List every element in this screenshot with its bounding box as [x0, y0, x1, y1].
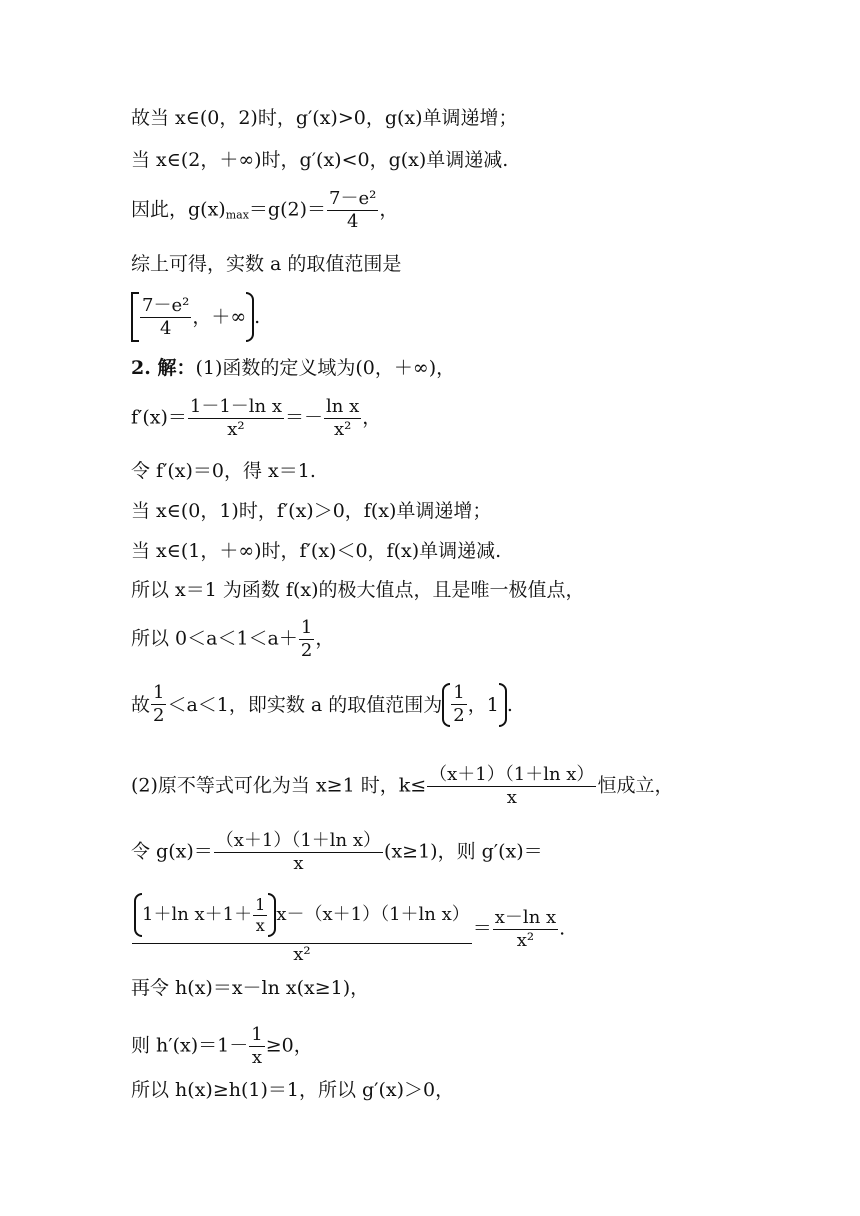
numerator: 1 [300, 617, 313, 638]
fraction [451, 682, 466, 727]
text-line-6 [131, 356, 455, 380]
numerator: 7－e² [142, 294, 190, 316]
text-line-17: 再令 h(x)＝x－ln x(x≥1)， [131, 977, 370, 999]
denominator: x [293, 853, 304, 874]
numerator: 1 [251, 1024, 263, 1045]
text-line-10: 当 x∈(1，＋∞)时，f′(x)＜0，f(x)单调递减. [131, 540, 502, 562]
fraction [253, 895, 267, 936]
text-line-4: 综上可得，实数 a 的取值范围是 [131, 253, 402, 275]
left-bracket [131, 292, 139, 342]
text-seg: . [506, 693, 513, 716]
text-line-1: 故当 x∈(0，2)时，g′(x)>0，g(x)单调递增； [131, 107, 518, 129]
inline-expression [131, 682, 513, 727]
text-seg: ＜a＜1，即实数 a 的取值范围为 [167, 693, 443, 716]
fraction [214, 830, 383, 875]
text-seg: 故 [131, 693, 151, 716]
numerator-expression [134, 893, 470, 937]
fraction [327, 188, 378, 233]
denominator: 2 [153, 705, 165, 726]
text-seg: ＝－ [285, 406, 324, 429]
denominator: x² [227, 419, 245, 440]
fraction-large [132, 893, 472, 966]
denominator: x [255, 915, 265, 935]
text-line-3 [131, 188, 398, 233]
denominator: 2 [453, 705, 465, 726]
numerator [132, 893, 472, 944]
text-line-14 [131, 764, 673, 809]
text-seg: (1)函数的定义域为(0，＋∞)， [195, 357, 456, 379]
fraction [151, 682, 166, 727]
right-bracket [268, 893, 276, 937]
text-seg: . [254, 306, 261, 328]
text-seg: 因此，g(x) [131, 198, 226, 221]
solution-heading: 2. 解： [131, 357, 196, 379]
fraction [140, 295, 191, 340]
text-seg: 恒成立， [597, 774, 674, 797]
fraction [188, 396, 284, 441]
text-line-2: 当 x∈(2，＋∞)时，g′(x)<0，g(x)单调递减. [131, 149, 509, 171]
text-line-7 [131, 396, 381, 441]
text-seg: 令 g(x)＝ [131, 840, 213, 863]
text-seg: 1＋ln x＋1＋ [142, 904, 253, 925]
fraction [249, 1024, 264, 1069]
text-seg: . [559, 917, 566, 940]
numerator: 1－1－ln x [189, 396, 283, 417]
text-line-9: 当 x∈(0，1)时，f′(x)＞0，f(x)单调递增； [131, 500, 492, 522]
text-seg: ，＋∞ [192, 306, 247, 328]
text-seg: 则 h′(x)＝1－ [131, 1034, 249, 1057]
text-seg: 所以 0＜a＜1＜a＋ [131, 627, 298, 650]
numerator: （x＋1）（1＋ln x） [429, 764, 595, 785]
text-seg: ， [315, 627, 335, 650]
text-seg: f′(x)＝ [131, 406, 187, 429]
denominator: x² [293, 944, 311, 965]
denominator: 4 [346, 211, 359, 232]
numerator: （x＋1）（1＋ln x） [215, 830, 382, 851]
denominator: x² [333, 419, 352, 440]
text-seg: ＝ [472, 917, 492, 940]
text-seg: ，1 [467, 693, 499, 716]
right-bracket [499, 683, 507, 727]
numerator: 7－e² [329, 188, 377, 209]
numerator: 1 [255, 894, 266, 914]
text-seg: ， [362, 406, 382, 429]
denominator: x² [516, 930, 535, 951]
text-line-13 [131, 682, 513, 727]
text-line-19: 所以 h(x)≥h(1)＝1，所以 g′(x)＞0， [131, 1079, 455, 1101]
denominator: 4 [159, 317, 172, 339]
fraction [324, 396, 361, 441]
fraction [427, 764, 596, 809]
text-line-16 [131, 893, 565, 966]
text-line-12 [131, 617, 334, 662]
text-seg: ≥0， [265, 1034, 313, 1057]
text-seg: (2)原不等式可化为当 x≥1 时，k≤ [131, 774, 427, 797]
fraction [493, 907, 558, 952]
numerator: x－ln x [494, 907, 557, 928]
text-line-15 [131, 830, 543, 875]
text-line-5 [131, 292, 260, 348]
text-seg: ， [379, 198, 399, 221]
text-seg: ＝g(2)＝ [248, 198, 326, 221]
text-line-18 [131, 1024, 313, 1069]
text-line-8: 令 f′(x)＝0，得 x＝1. [131, 460, 316, 482]
numerator: 1 [153, 682, 165, 703]
subscript-max: max [225, 208, 249, 222]
denominator: x [506, 787, 517, 808]
text-seg: (x≥1)，则 g′(x)＝ [384, 840, 543, 863]
right-bracket [246, 292, 254, 342]
numerator: 1 [453, 682, 465, 703]
left-bracket [442, 683, 450, 727]
left-bracket [134, 893, 142, 937]
denominator: 2 [300, 640, 313, 661]
fraction [299, 617, 314, 662]
denominator: x [251, 1047, 263, 1068]
text-line-11: 所以 x＝1 为函数 f(x)的极大值点，且是唯一极值点， [131, 579, 585, 601]
numerator: ln x [326, 396, 360, 417]
text-seg: x－（x＋1）（1＋ln x） [276, 904, 470, 925]
interval-expression [131, 292, 260, 342]
